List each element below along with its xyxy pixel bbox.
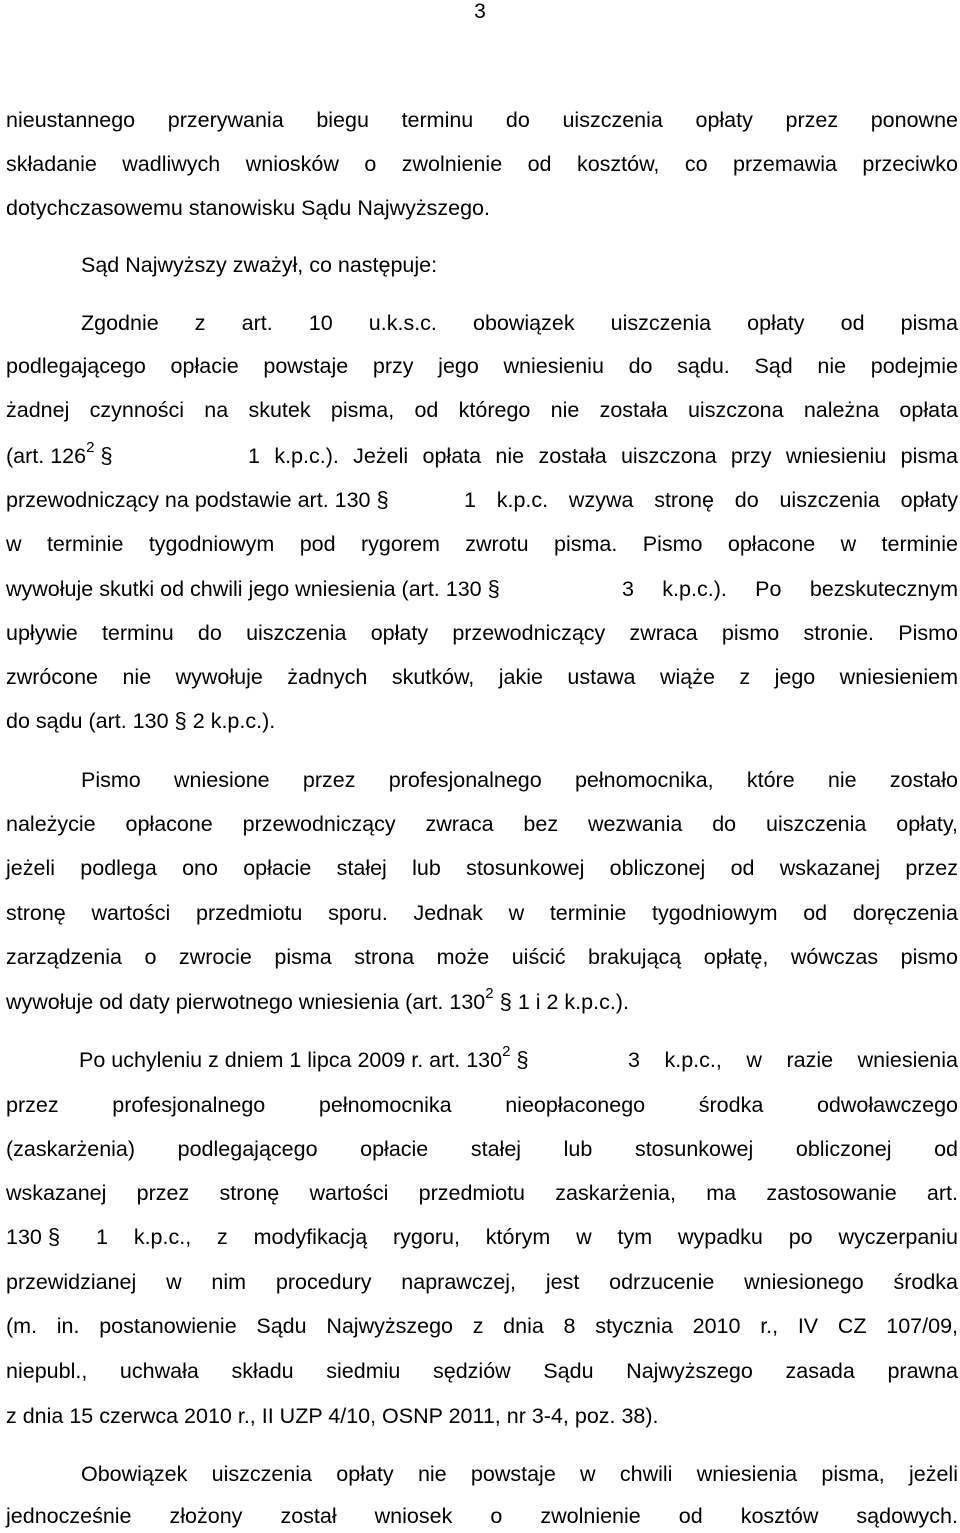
section-sign: § [487,576,500,601]
text-line [622,575,958,603]
text-line: stronę wartości przedmiotu sporu. Jednak w terminie tygodniowym od doręczenia [6,901,958,925]
text-line: składanie wadliwych wniosków o zwolnienie od kosztów, co przemawia przeciwko [6,152,958,176]
text-line: nieustannego przerywania biegu terminu do uiszczenia opłaty przez ponowne [6,108,958,132]
text-line: jeżeli podlega ono opłacie stałej lub stosunkowej obliczonej od wskazanej przez [6,856,958,880]
page-number: 3 [474,0,486,23]
text-fragment: do sądu (art. 130 [6,709,169,733]
text-line: Obowiązek uiszczenia opłaty nie powstaje w chwili wniesienia pisma, jeżeli [81,1462,958,1486]
text-fragment: wywołuje skutki od chwili jego wniesienia (art. 130 [6,577,482,601]
text-line: zwrócone nie wywołuje żadnych skutków, jakie ustawa wiąże z jego wniesieniem [6,665,958,689]
text-line [464,486,958,514]
text-line: dotychczasowemu stanowisku Sądu Najwyższego. [6,196,490,220]
section-sign: § [47,1224,61,1249]
text-fragment: 2 k.p.c.). [192,709,276,733]
superscript: 2 [485,985,494,1002]
section-sign: § [376,487,389,512]
section-sign: § [516,1047,529,1072]
text-fragment: 1 k.p.c., z modyfikacją rygoru, którym w tym wypadku po wyczerpaniu [96,1225,958,1249]
text-line: w terminie tygodniowym pod rygorem zwrotu pisma. Pismo opłacone w terminie [6,532,958,556]
text-line: Pismo wniesione przez profesjonalnego pełnomocnika, które nie zostało [81,768,958,792]
text-line: (zaskarżenia) podlegającego opłacie stałej lub stosunkowej obliczonej od [6,1137,958,1161]
text-fragment: Po uchyleniu z dniem 1 lipca 2009 r. art. 130 [79,1048,503,1072]
text-fragment: 3 k.p.c., w razie wniesienia [628,1048,958,1072]
text-line [248,442,958,470]
text-line: Sąd Najwyższy zważył, co następuje: [81,253,438,277]
superscript: 2 [502,1043,511,1060]
text-line: podlegającego opłacie powstaje przy jego wniesieniu do sądu. Sąd nie podejmie [6,354,958,378]
text-line [6,707,958,735]
section-sign: § [174,708,187,733]
text-line: z dnia 15 czerwca 2010 r., II UZP 4/10, OSNP 2011, nr 3-4, poz. 38). [6,1404,659,1428]
text-fragment: wywołuje od daty pierwotnego wniesienia (art. 130 [6,990,486,1014]
text-line: niepubl., uchwała składu siedmiu sędziów Sądu Najwyższego zasada prawna [6,1359,958,1383]
text-fragment: 1 i 2 k.p.c.). [517,990,629,1014]
text-line: przewidzianej w nim procedury naprawczej, jest odrzucenie wniesionego środka [6,1270,958,1294]
section-sign: § [100,443,113,468]
text-fragment: przewodniczący na podstawie art. 130 [6,488,371,512]
text-fragment: 130 [6,1225,42,1249]
text-line: przez profesjonalnego pełnomocnika nieopłaconego środka odwoławczego [6,1093,958,1117]
text-line: wskazanej przez stronę wartości przedmiotu zaskarżenia, ma zastosowanie art. [6,1181,958,1205]
text-line: upływie terminu do uiszczenia opłaty przewodniczący zwraca pismo stronie. Pismo [6,621,958,645]
text-line [628,1046,958,1074]
text-fragment: (art. 126 [6,444,87,468]
text-line: należycie opłacone przewodniczący zwraca bez wezwania do uiszczenia opłaty, [6,812,958,836]
text-fragment: 1 k.p.c.). Jeżeli opłata nie została uiszczona przy wniesieniu pisma [248,444,958,468]
text-line: (m. in. postanowienie Sądu Najwyższego z dnia 8 stycznia 2010 r., IV CZ 107/09, [6,1314,958,1338]
text-line [96,1223,958,1251]
text-line: żadnej czynności na skutek pisma, od którego nie została uiszczona należna opłata [6,398,958,422]
text-line [6,985,958,1019]
text-line: Zgodnie z art. 10 u.k.s.c. obowiązek uiszczenia opłaty od pisma [81,311,958,335]
text-line: jednocześnie złożony został wniosek o zwolnienie od kosztów sądowych. [6,1504,958,1528]
superscript: 2 [86,439,95,456]
text-line: zarządzenia o zwrocie pisma strona może uiścić brakującą opłatę, wówczas pismo [6,945,958,969]
text-fragment: 3 k.p.c.). Po bezskutecznym [622,577,958,601]
text-fragment: 1 k.p.c. wzywa stronę do uiszczenia opłaty [464,488,958,512]
section-sign: § [499,989,512,1014]
